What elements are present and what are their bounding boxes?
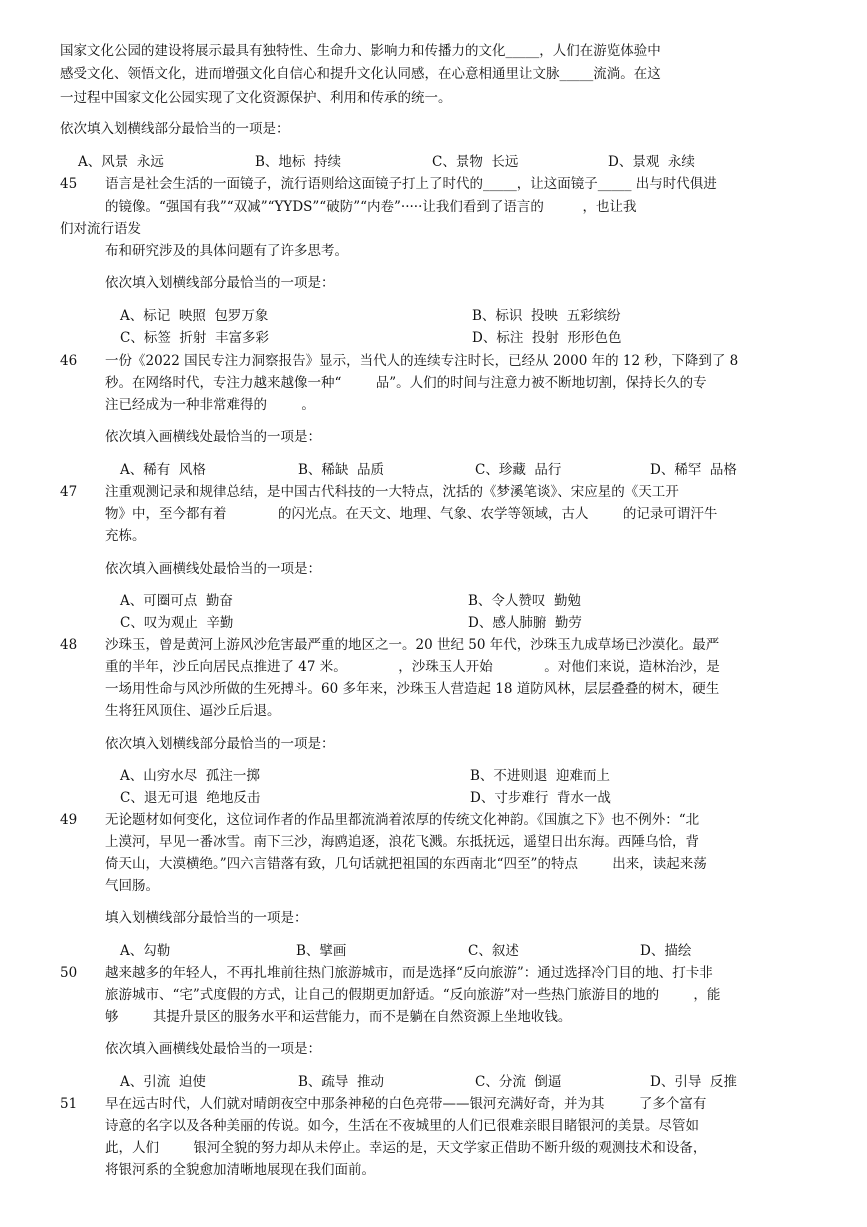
q45-prompt: 依次填入划横线部分最恰当的一项是： bbox=[105, 275, 335, 291]
intro-option-c: C、景物 长远 bbox=[432, 154, 519, 170]
q47-option-b: B、令人赞叹 勤勉 bbox=[468, 593, 582, 609]
q46-option-c: C、珍藏 品行 bbox=[475, 462, 562, 478]
q47-option-c: C、叹为观止 辛勤 bbox=[120, 615, 234, 631]
q49-line-3: 倚天山，大漠横绝。”四六言错落有致，几句话就把祖国的东西南北“四至”的特点 出来，读起来荡 bbox=[105, 856, 707, 872]
q46-line-2: 秒。在网络时代，专注力越来越像一种“ 品”。人们的时间与注意力被不断地切割，保持长久的专 bbox=[105, 375, 707, 391]
q48-option-c: C、退无可退 绝地反击 bbox=[120, 790, 261, 806]
question-number-51: 51 bbox=[60, 1096, 78, 1112]
q50-line-1: 越来越多的年轻人，不再扎堆前往热门旅游城市，而是选择“反向旅游”：通过选择冷门目的地、打卡非 bbox=[105, 965, 713, 981]
q50-line-2: 旅游城市、“宅”式度假的方式，让自己的假期更加舒适。“反向旅游”对一些热门旅游目的地的 ，能 bbox=[105, 987, 721, 1003]
q45-line-2: 的镜像。“强国有我”“双减”“YYDS”“破防”“内卷”·····让我们看到了语言的 ，也让我 bbox=[105, 199, 637, 215]
q50-option-d: D、引导 反推 bbox=[650, 1074, 737, 1090]
q50-prompt: 依次填入画横线处最恰当的一项是： bbox=[105, 1041, 321, 1057]
q49-prompt: 填入划横线部分最恰当的一项是： bbox=[105, 910, 308, 926]
q49-option-b: B、擘画 bbox=[296, 943, 347, 959]
intro-prompt: 依次填入划横线部分最恰当的一项是： bbox=[60, 121, 290, 137]
q47-prompt: 依次填入画横线处最恰当的一项是： bbox=[105, 561, 321, 577]
q49-line-2: 上漠河，早见一番冰雪。南下三沙，海鸥追逐，浪花飞溅。东抵抚远，遥望日出东海。西陲乌恰，背 bbox=[105, 834, 699, 850]
q45-line-4: 布和研究涉及的具体问题有了许多思考。 bbox=[105, 243, 348, 259]
q48-option-b: B、不进则退 迎难而上 bbox=[470, 768, 611, 784]
intro-line-3: 一过程中国家文化公园实现了文化资源保护、利用和传承的统一。 bbox=[60, 90, 452, 106]
q45-line-1: 语言是社会生活的一面镜子，流行语则给这面镜子打上了时代的_____，让这面镜子_____ 出与时代俱进 bbox=[105, 176, 717, 192]
question-number-49: 49 bbox=[60, 812, 78, 828]
q47-line-1: 注重观测记录和规律总结，是中国古代科技的一大特点，沈括的《梦溪笔谈》、宋应星的《天工开 bbox=[105, 484, 679, 500]
q46-line-3: 注已经成为一种非常难得的 。 bbox=[105, 397, 315, 413]
q51-line-4: 将银河系的全貌愈加清晰地展现在我们面前。 bbox=[105, 1162, 375, 1178]
question-number-45: 45 bbox=[60, 176, 78, 192]
q50-option-b: B、疏导 推动 bbox=[298, 1074, 385, 1090]
q45-line-3: 们对流行语发 bbox=[60, 221, 141, 237]
q51-line-1: 早在远古时代，人们就对晴朗夜空中那条神秘的白色亮带——银河充满好奇，并为其 了多个富有 bbox=[105, 1096, 707, 1112]
q48-line-2: 重的半年，沙丘向居民点推进了 47 米。 ，沙珠玉人开始 。对他们来说，造林治沙，是 bbox=[105, 659, 720, 675]
q48-line-4: 生将狂风顶住、逼沙丘后退。 bbox=[105, 703, 281, 719]
q47-option-d: D、感人肺腑 勤劳 bbox=[468, 615, 582, 631]
q46-option-a: A、稀有 风格 bbox=[120, 462, 206, 478]
q45-option-d: D、标注 投射 形形色色 bbox=[472, 330, 622, 346]
q49-line-4: 气回肠。 bbox=[105, 878, 159, 894]
q47-line-3: 充栋。 bbox=[105, 528, 146, 544]
intro-option-d: D、景观 永续 bbox=[608, 154, 695, 170]
q50-option-a: A、引流 迫使 bbox=[120, 1074, 206, 1090]
q49-option-c: C、叙述 bbox=[468, 943, 519, 959]
question-number-47: 47 bbox=[60, 484, 78, 500]
q46-prompt: 依次填入画横线处最恰当的一项是： bbox=[105, 429, 321, 445]
q45-option-a: A、标记 映照 包罗万象 bbox=[120, 308, 269, 324]
question-number-50: 50 bbox=[60, 965, 78, 981]
q46-option-b: B、稀缺 品质 bbox=[298, 462, 385, 478]
question-number-46: 46 bbox=[60, 353, 78, 369]
q50-option-c: C、分流 倒逼 bbox=[475, 1074, 562, 1090]
q51-line-3: 此，人们 银河全貌的努力却从未停止。幸运的是，天文学家正借助不断升级的观测技术和设备， bbox=[105, 1140, 707, 1156]
q49-option-a: A、勾勒 bbox=[120, 943, 171, 959]
question-number-48: 48 bbox=[60, 637, 78, 653]
q51-line-2: 诗意的名字以及各种美丽的传说。如今，生活在不夜城里的人们已很难亲眼目睹银河的美景。尽管如 bbox=[105, 1118, 699, 1134]
q48-option-a: A、山穷水尽 孤注一掷 bbox=[120, 768, 260, 784]
q49-option-d: D、描绘 bbox=[640, 943, 692, 959]
q45-option-b: B、标识 投映 五彩缤纷 bbox=[472, 308, 621, 324]
intro-line-1: 国家文化公园的建设将展示最具有独特性、生命力、影响力和传播力的文化_____，人们在游览体验中 bbox=[60, 43, 661, 59]
q48-line-1: 沙珠玉，曾是黄河上游风沙危害最严重的地区之一。20 世纪 50 年代，沙珠玉九成草场已沙漠化。最严 bbox=[105, 637, 720, 653]
q45-option-c: C、标签 折射 丰富多彩 bbox=[120, 330, 269, 346]
q48-prompt: 依次填入划横线部分最恰当的一项是： bbox=[105, 736, 335, 752]
intro-line-2: 感受文化、领悟文化，进而增强文化自信心和提升文化认同感，在心意相通里让文脉_____流淌。在这 bbox=[60, 66, 661, 82]
intro-option-a: A、风景 永远 bbox=[78, 154, 164, 170]
q49-line-1: 无论题材如何变化，这位词作者的作品里都流淌着浓厚的传统文化神韵。《国旗之下》也不例外：“北 bbox=[105, 812, 700, 828]
intro-option-b: B、地标 持续 bbox=[255, 154, 342, 170]
q48-option-d: D、寸步难行 背水一战 bbox=[470, 790, 611, 806]
q46-line-1: 一份《2022 国民专注力洞察报告》显示，当代人的连续专注时长，已经从 2000 年的 12 秒，下降到了 8 bbox=[105, 353, 739, 369]
q50-line-3: 够 其提升景区的服务水平和运营能力，而不是躺在自然资源上坐地收钱。 bbox=[105, 1009, 572, 1025]
q47-option-a: A、可圈可点 勤奋 bbox=[120, 593, 233, 609]
q48-line-3: 一场用性命与风沙所做的生死搏斗。60 多年来，沙珠玉人营造起 18 道防风林，层层叠叠的树木，硬生 bbox=[105, 681, 720, 697]
q47-line-2: 物》中，至今都有着 的闪光点。在天文、地理、气象、农学等领域，古人 的记录可谓汗牛 bbox=[105, 506, 718, 522]
q46-option-d: D、稀罕 品格 bbox=[650, 462, 737, 478]
